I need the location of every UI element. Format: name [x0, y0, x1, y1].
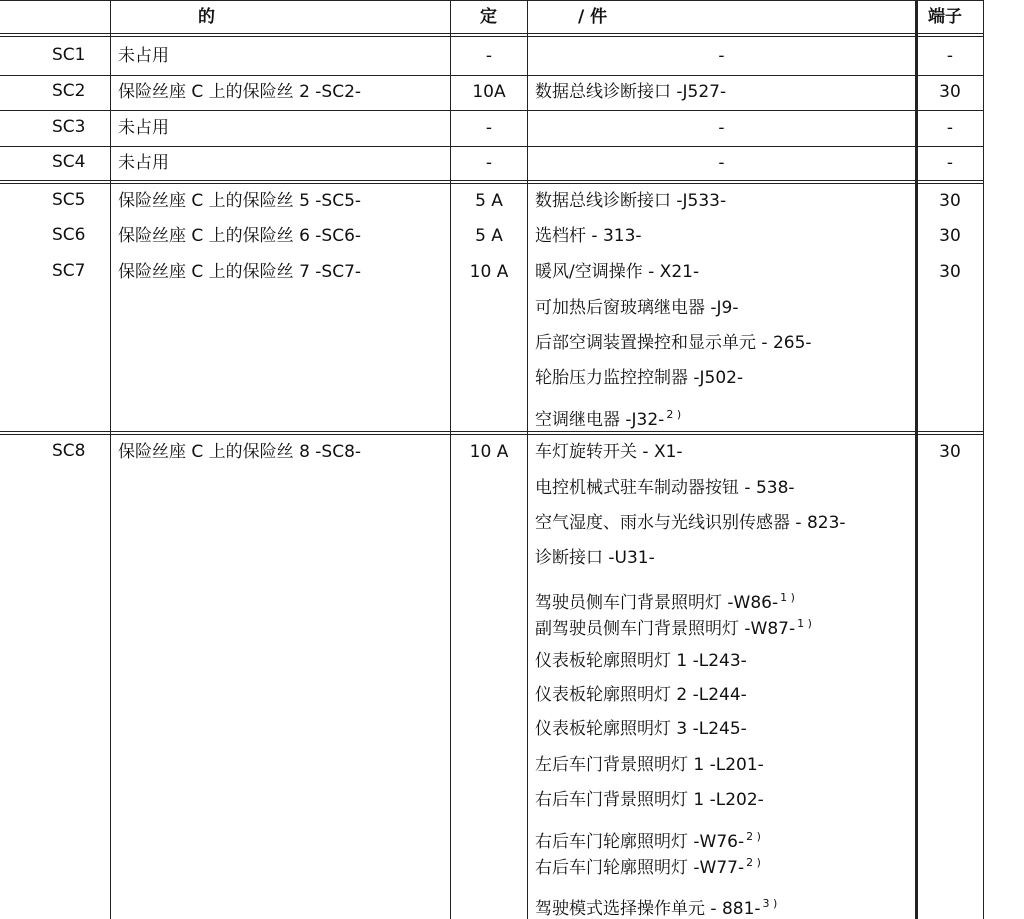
component: -	[718, 153, 725, 173]
fuse-rating: 5 A	[475, 191, 503, 211]
footnote-marker: 1 )	[780, 591, 795, 604]
component-text: 诊断接口 -U31-	[535, 548, 655, 568]
component: 数据总线诊断接口 -J527-	[535, 82, 727, 102]
component	[535, 894, 777, 919]
col-divider	[110, 0, 111, 919]
component-text: 右后车门轮廓照明灯 -W77-	[535, 858, 745, 878]
footnote-marker: 2 )	[746, 830, 761, 843]
component	[535, 298, 739, 318]
component-text: 仪表板轮廓照明灯 1 -L243-	[535, 651, 747, 671]
fuse-id: SC2	[52, 81, 86, 101]
fuse-id: SC7	[52, 261, 86, 281]
component	[535, 333, 812, 353]
fuse-id: SC8	[52, 441, 86, 461]
component-text: 仪表板轮廓照明灯 2 -L244-	[535, 685, 747, 705]
fuse-desc: 未占用	[118, 153, 169, 173]
fuse-rating: -	[485, 46, 493, 66]
component	[535, 588, 795, 613]
row-divider	[0, 146, 984, 147]
fuse-desc: 保险丝座 C 上的保险丝 6 -SC6-	[118, 226, 362, 246]
fuse-desc: 保险丝座 C 上的保险丝 7 -SC7-	[118, 262, 362, 282]
component-text: 右后车门轮廓照明灯 -W76-	[535, 832, 745, 852]
terminal: -	[946, 118, 954, 138]
fuse-rating: 10 A	[469, 262, 509, 282]
fuse-desc: 未占用	[118, 46, 169, 66]
fuse-desc: 保险丝座 C 上的保险丝 2 -SC2-	[118, 82, 362, 102]
row-divider	[0, 75, 984, 76]
component-text: 轮胎压力监控控制器 -J502-	[535, 368, 744, 388]
fuse-id: SC3	[52, 117, 86, 137]
fuse-desc: 保险丝座 C 上的保险丝 5 -SC5-	[118, 191, 362, 211]
component-text: 可加热后窗玻璃继电器 -J9-	[535, 298, 739, 318]
fuse-id: SC6	[52, 225, 86, 245]
component	[535, 853, 761, 878]
component-text: 驾驶模式选择操作单元 - 881-	[535, 899, 761, 919]
fuse-rating: -	[485, 153, 493, 173]
col-divider	[983, 0, 984, 919]
component	[535, 368, 743, 388]
footnote-marker: 3 )	[762, 897, 778, 910]
component-text: 右后车门背景照明灯 1 -L202-	[535, 790, 764, 810]
component: -	[718, 46, 725, 66]
fuse-id: SC1	[52, 45, 86, 65]
row-divider	[0, 110, 984, 111]
header-component: / 件	[578, 7, 608, 27]
component-text: 驾驶员侧车门背景照明灯 -W86-	[535, 593, 779, 613]
component: 数据总线诊断接口 -J533-	[535, 191, 727, 211]
terminal: -	[946, 46, 954, 66]
terminal: 30	[939, 442, 961, 462]
footnote-marker: 1 )	[797, 617, 812, 630]
header-purpose: 的	[198, 7, 215, 27]
component	[535, 827, 761, 852]
component: -	[718, 118, 725, 138]
component	[535, 405, 681, 430]
row-divider	[0, 180, 984, 181]
fuse-id: SC4	[52, 152, 86, 172]
fuse-rating: 10A	[472, 82, 506, 102]
terminal: 30	[939, 191, 961, 211]
fuse-desc: 保险丝座 C 上的保险丝 8 -SC8-	[118, 442, 362, 462]
row-divider	[0, 0, 984, 1]
col-divider	[527, 0, 528, 919]
component	[535, 651, 747, 671]
component: 选档杆 - 313-	[535, 226, 642, 246]
fuse-rating: 10 A	[469, 442, 509, 462]
component: 暖风/空调操作 - X21-	[535, 262, 700, 282]
component	[535, 614, 812, 639]
terminal: -	[946, 153, 954, 173]
component: 车灯旋转开关 - X1-	[535, 442, 683, 462]
component-text: 后部空调装置操控和显示单元 - 265-	[535, 333, 812, 353]
col-divider	[450, 0, 451, 919]
component	[535, 755, 764, 775]
terminal: 30	[939, 262, 961, 282]
terminal: 30	[939, 82, 961, 102]
component	[535, 685, 747, 705]
component	[535, 790, 764, 810]
fuse-rating: 5 A	[475, 226, 503, 246]
component-text: 空调继电器 -J32-	[535, 410, 665, 430]
fuse-id: SC5	[52, 190, 86, 210]
header-divider	[0, 33, 984, 34]
component-text: 仪表板轮廓照明灯 3 -L245-	[535, 719, 747, 739]
component-text: 副驾驶员侧车门背景照明灯 -W87-	[535, 619, 796, 639]
row-divider	[0, 431, 984, 432]
header-terminal: 端子	[928, 7, 962, 27]
fuse-rating: -	[485, 118, 493, 138]
footnote-marker: 2 )	[666, 408, 682, 421]
component-text: 空气湿度、雨水与光线识别传感器 - 823-	[535, 513, 846, 533]
component-text: 电控机械式驻车制动器按钮 - 538-	[535, 478, 795, 498]
component	[535, 513, 846, 533]
footnote-marker: 2 )	[746, 856, 761, 869]
component-text: 左后车门背景照明灯 1 -L201-	[535, 755, 764, 775]
header-rating: 定	[480, 7, 497, 27]
component	[535, 478, 795, 498]
component	[535, 548, 655, 568]
fuse-desc: 未占用	[118, 118, 169, 138]
component	[535, 719, 747, 739]
terminal: 30	[939, 226, 961, 246]
